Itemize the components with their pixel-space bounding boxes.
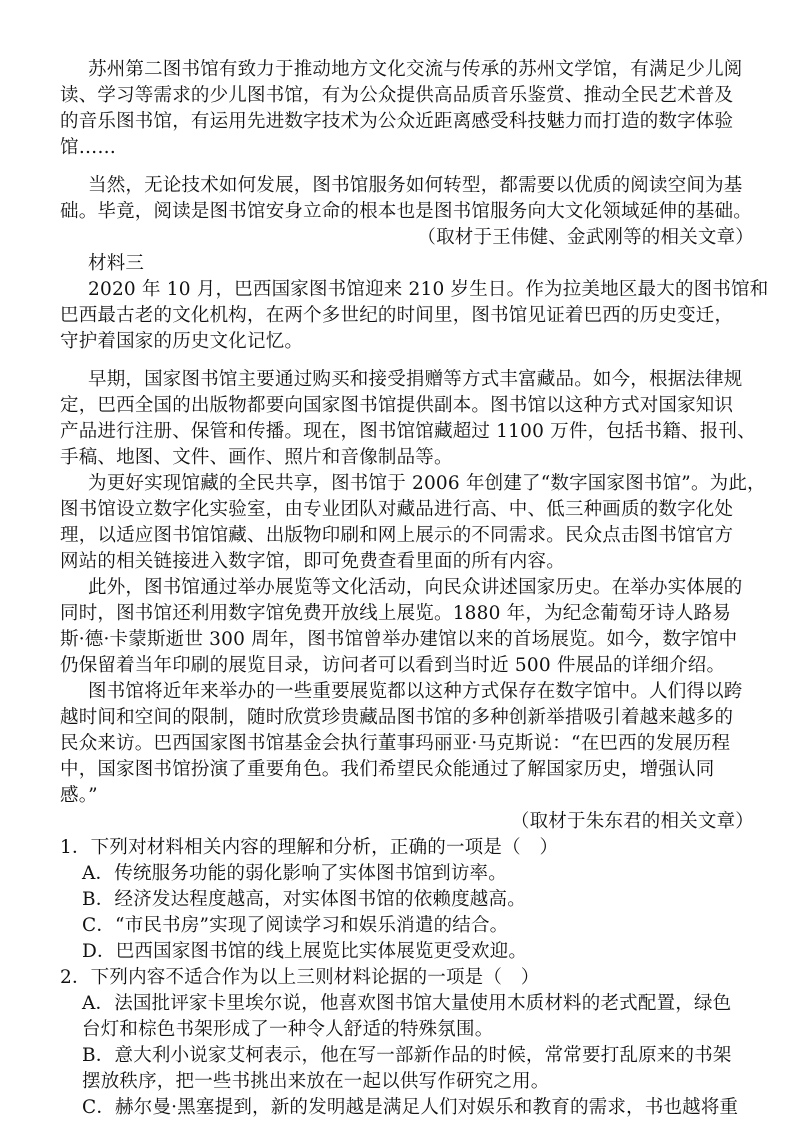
option-c: C．“市民书房”实现了阅读学习和娱乐消遣的结合。 — [82, 915, 509, 936]
text-line: 手稿、地图、文件、画作、照片和音像制品等。 — [60, 447, 453, 468]
text-line: 中，国家图书馆扮演了重要角色。我们希望民众能通过了解国家历史，增强认同 — [60, 759, 715, 780]
source-citation: （取材于朱东君的相关文章） — [510, 811, 754, 832]
text-line: 民众来访。巴西国家图书馆基金会执行董事玛丽亚·马克斯说：“在巴西的发展历程 — [60, 733, 731, 754]
text-line: 台灯和棕色书架形成了一种令人舒适的特殊氛围。 — [82, 1019, 494, 1040]
text-line: 为更好实现馆藏的全民共享，图书馆于 2006 年创建了“数字国家图书馆”。为此， — [88, 473, 766, 494]
option-c: C．赫尔曼·黑塞提到，新的发明越是满足人们对娱乐和教育的需求，书也越将重 — [82, 1097, 739, 1118]
text-line: 网站的相关链接进入数字馆，即可免费查看里面的所有内容。 — [60, 551, 565, 572]
option-a: A．传统服务功能的弱化影响了实体图书馆到访率。 — [82, 863, 507, 884]
section-heading: 材料三 — [88, 253, 145, 274]
text-line: 理，以适应图书馆馆藏、出版物印刷和网上展示的不同需求。民众点击图书馆官方 — [60, 525, 734, 546]
text-line: 图书馆将近年来举办的一些重要展览都以这种方式保存在数字馆中。人们得以跨 — [88, 681, 743, 702]
text-line: 的音乐图书馆，有运用先进数字技术为公众近距离感受科技魅力而打造的数字体验 — [60, 111, 734, 132]
text-line: 定，巴西全国的出版物都要向国家图书馆提供副本。图书馆以这种方式对国家知识 — [60, 395, 734, 416]
text-line: 巴西最古老的文化机构，在两个多世纪的时间里，图书馆见证着巴西的历史变迁， — [60, 305, 734, 326]
question-2: 2．下列内容不适合作为以上三则材料论据的一项是（ ） — [60, 967, 540, 988]
text-line: 斯·德·卡蒙斯逝世 300 周年，图书馆曾举办建馆以来的首场展览。如今，数字馆中 — [60, 629, 738, 650]
text-line: 此外，图书馆通过举办展览等文化活动，向民众讲述国家历史。在举办实体展的 — [88, 577, 743, 598]
question-1: 1．下列对材料相关内容的理解和分析，正确的一项是（ ） — [60, 837, 559, 858]
text-line: 同时，图书馆还利用数字馆免费开放线上展览。1880 年，为纪念葡萄牙诗人路易 — [60, 603, 732, 624]
text-line: 感。” — [60, 785, 98, 806]
text-line: 2020 年 10 月，巴西国家图书馆迎来 210 岁生日。作为拉美地区最大的图书馆和 — [88, 279, 769, 300]
option-b: B．经济发达程度越高，对实体图书馆的依赖度越高。 — [82, 889, 526, 910]
text-line: 仍保留着当年印刷的展览目录，访问者可以看到当时近 500 件展品的详细介绍。 — [60, 655, 726, 676]
text-line: 苏州第二图书馆有致力于推动地方文化交流与传承的苏州文学馆，有满足少儿阅 — [88, 59, 743, 80]
text-line: 早期，国家图书馆主要通过购买和接受捐赠等方式丰富藏品。如今，根据法律规 — [88, 369, 743, 390]
option-d: D．巴西国家图书馆的线上展览比实体展览更受欢迎。 — [82, 941, 528, 962]
text-line: 越时间和空间的限制，随时欣赏珍贵藏品图书馆的多种创新举措吸引着越来越多的 — [60, 707, 734, 728]
text-line: 图书馆设立数字化实验室，由专业团队对藏品进行高、中、低三种画质的数字化处 — [60, 499, 734, 520]
text-line: 读、学习等需求的少儿图书馆，有为公众提供高品质音乐鉴赏、推动全民艺术普及 — [60, 85, 734, 106]
text-line: 守护着国家的历史文化记忆。 — [60, 331, 304, 352]
option-a: A．法国批评家卡里埃尔说，他喜欢图书馆大量使用木质材料的老式配置，绿色 — [82, 993, 732, 1014]
text-line: 当然，无论技术如何发展，图书馆服务如何转型，都需要以优质的阅读空间为基 — [88, 175, 743, 196]
source-citation: （取材于王伟健、金武刚等的相关文章） — [417, 227, 754, 248]
text-line: 摆放秩序，把一些书挑出来放在一起以供写作研究之用。 — [82, 1071, 550, 1092]
text-line: 馆…… — [60, 137, 117, 158]
option-b: B．意大利小说家艾柯表示，他在写一部新作品的时候，常常要打乱原来的书架 — [82, 1045, 732, 1066]
text-line: 础。毕竟，阅读是图书馆安身立命的根本也是图书馆服务向大文化领域延伸的基础。 — [60, 201, 752, 222]
text-line: 产品进行注册、保管和传播。现在，图书馆馆藏超过 1100 万件，包括书籍、报刊、 — [60, 421, 756, 442]
